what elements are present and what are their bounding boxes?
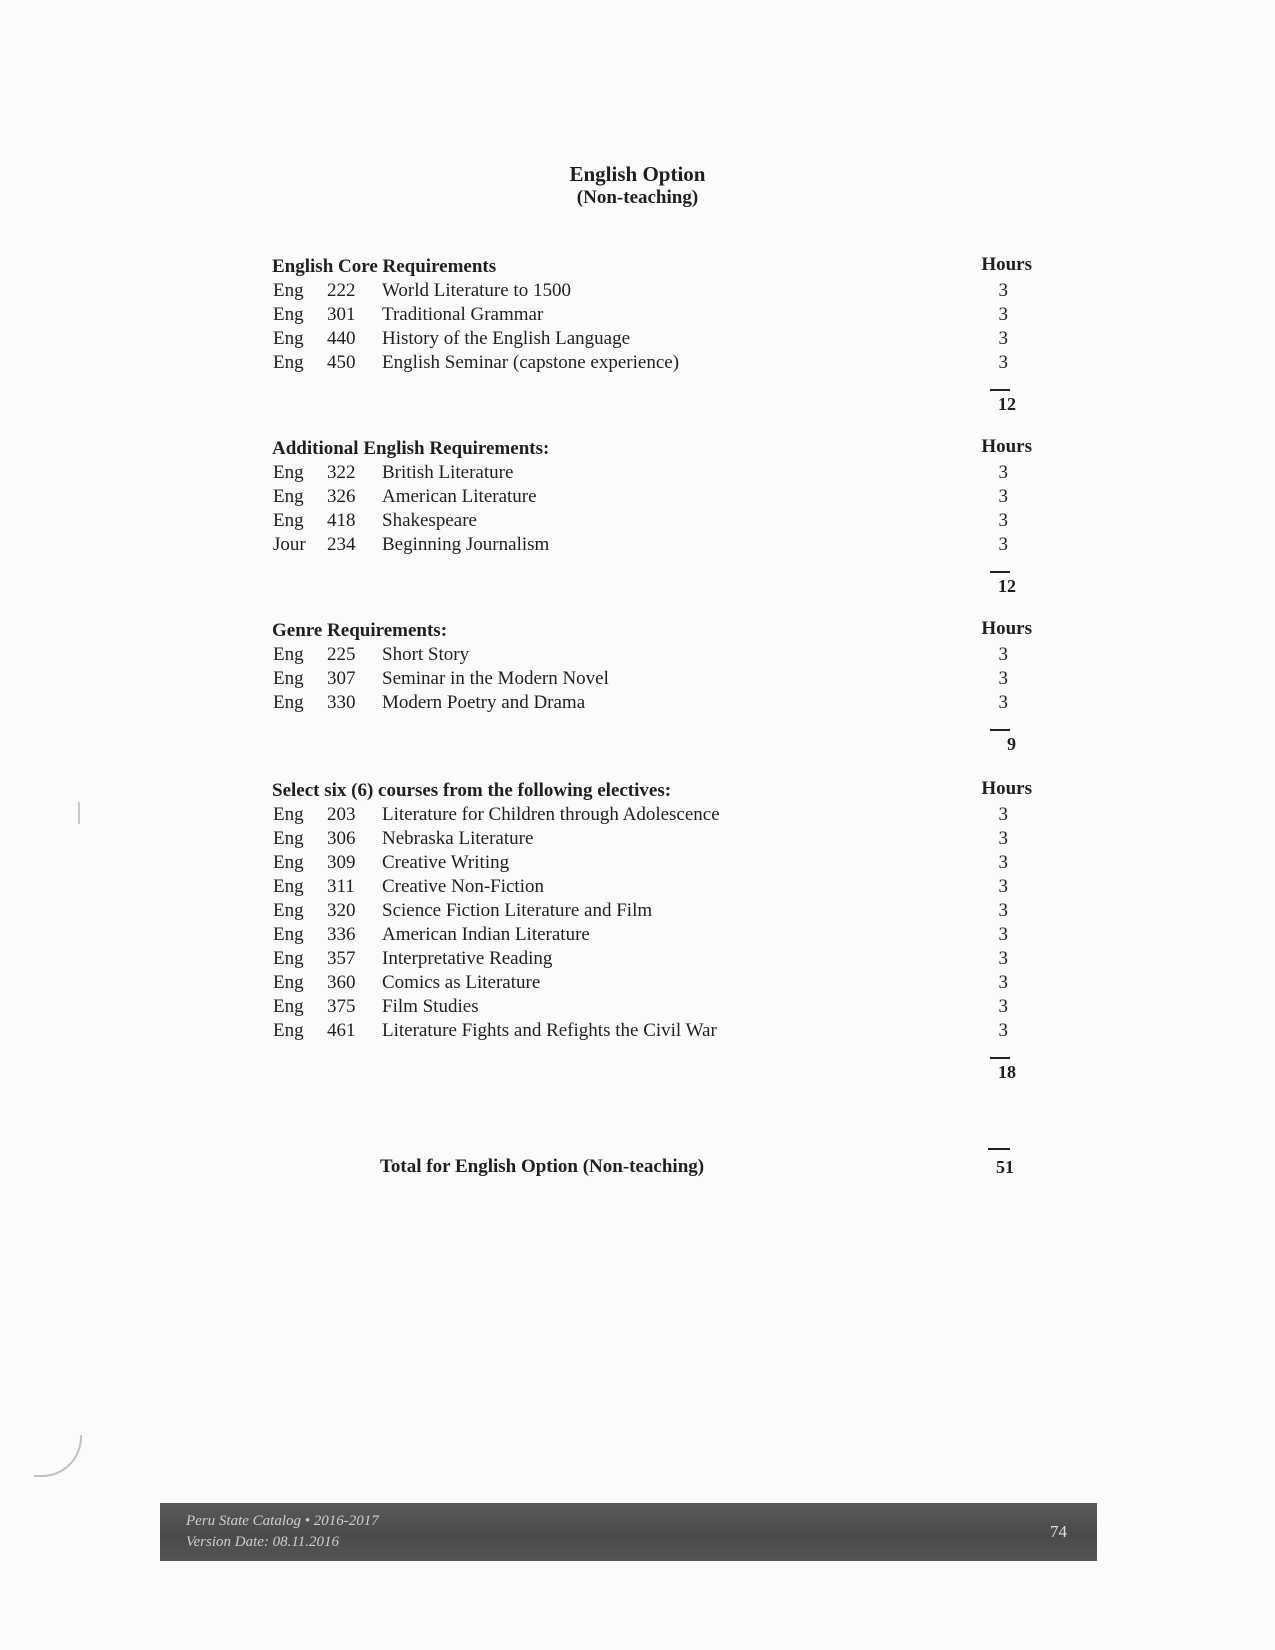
footer-version: Version Date: 08.11.2016 — [186, 1534, 340, 1550]
course-dept: Eng — [273, 510, 304, 531]
course-dept: Eng — [273, 972, 304, 993]
course-name: Film Studies — [382, 996, 479, 1017]
course-dept: Eng — [273, 304, 304, 325]
course-row — [272, 667, 1032, 691]
course-name: English Seminar (capstone experience) — [382, 352, 680, 373]
section-total-hours: 12 — [998, 576, 1016, 596]
requirement-section — [272, 255, 1032, 415]
course-name: Seminar in the Modern Novel — [382, 668, 609, 689]
section-heading: Additional English Requirements: — [272, 438, 550, 459]
course-number: 306 — [327, 828, 356, 849]
course-dept: Eng — [273, 1020, 304, 1041]
course-name: History of the English Language — [382, 328, 631, 349]
course-name: Creative Non-Fiction — [382, 876, 544, 897]
course-number: 322 — [327, 462, 356, 483]
grand-total-value: 51 — [996, 1157, 1014, 1177]
section-heading: Genre Requirements: — [272, 620, 448, 641]
section-heading: Select six (6) courses from the following electives: — [272, 780, 672, 801]
course-row — [272, 971, 1032, 995]
course-dept: Eng — [273, 692, 304, 713]
course-name: Science Fiction Literature and Film — [382, 900, 653, 921]
course-number: 301 — [327, 304, 356, 325]
section-total-hours: 12 — [998, 394, 1016, 414]
course-row — [272, 327, 1032, 351]
course-name: American Literature — [382, 486, 537, 507]
course-row — [272, 279, 1032, 303]
course-hours: 3 — [998, 510, 1008, 531]
course-row — [272, 995, 1032, 1019]
course-dept: Eng — [273, 328, 304, 349]
course-hours: 3 — [998, 486, 1008, 507]
section-header — [272, 779, 1032, 803]
course-hours: 3 — [998, 1020, 1008, 1041]
section-heading: English Core Requirements — [272, 256, 497, 277]
course-dept: Eng — [273, 852, 304, 873]
course-number: 203 — [327, 804, 356, 825]
course-number: 311 — [327, 876, 355, 897]
course-name: Beginning Journalism — [382, 534, 550, 555]
hours-column-label: Hours — [981, 254, 1032, 275]
course-hours: 3 — [998, 852, 1008, 873]
section-total — [272, 557, 1032, 597]
page-title: English Option — [569, 162, 706, 186]
course-number: 222 — [327, 280, 356, 301]
course-number: 440 — [327, 328, 356, 349]
scan-artifact — [34, 1435, 82, 1477]
hours-column-label: Hours — [981, 618, 1032, 639]
course-hours: 3 — [998, 900, 1008, 921]
course-hours: 3 — [998, 876, 1008, 897]
course-name: Creative Writing — [382, 852, 510, 873]
course-row — [272, 827, 1032, 851]
course-dept: Eng — [273, 900, 304, 921]
course-name: Literature Fights and Refights the Civil War — [382, 1020, 717, 1041]
course-hours: 3 — [998, 352, 1008, 373]
course-dept: Jour — [273, 534, 306, 555]
course-row — [272, 947, 1032, 971]
footer-catalog: Peru State Catalog • 2016-2017 — [186, 1513, 379, 1529]
course-number: 234 — [327, 534, 356, 555]
section-header — [272, 437, 1032, 461]
course-number: 225 — [327, 644, 356, 665]
course-row — [272, 533, 1032, 557]
section-total-hours: 9 — [1007, 734, 1016, 754]
course-hours: 3 — [998, 280, 1008, 301]
course-name: Comics as Literature — [382, 972, 541, 993]
course-hours: 3 — [998, 692, 1008, 713]
course-row — [272, 351, 1032, 375]
section-total — [272, 1043, 1032, 1083]
course-hours: 3 — [998, 972, 1008, 993]
page-number: 74 — [1050, 1522, 1067, 1541]
course-dept: Eng — [273, 668, 304, 689]
course-row — [272, 303, 1032, 327]
course-dept: Eng — [273, 948, 304, 969]
course-number: 418 — [327, 510, 356, 531]
page-subtitle: (Non-teaching) — [576, 187, 699, 208]
course-dept: Eng — [273, 352, 304, 373]
course-name: American Indian Literature — [382, 924, 590, 945]
section-total — [272, 375, 1032, 415]
course-dept: Eng — [273, 996, 304, 1017]
course-hours: 3 — [998, 948, 1008, 969]
course-number: 320 — [327, 900, 356, 921]
course-name: Modern Poetry and Drama — [382, 692, 586, 713]
course-number: 375 — [327, 996, 356, 1017]
grand-total-row — [272, 1148, 1032, 1178]
course-number: 461 — [327, 1020, 356, 1041]
course-number: 360 — [327, 972, 356, 993]
course-dept: Eng — [273, 804, 304, 825]
course-hours: 3 — [998, 534, 1008, 555]
course-row — [272, 509, 1032, 533]
grand-total-rule — [988, 1148, 1010, 1150]
course-hours: 3 — [998, 328, 1008, 349]
course-name: Traditional Grammar — [382, 304, 544, 325]
course-row — [272, 1019, 1032, 1043]
course-dept: Eng — [273, 280, 304, 301]
course-number: 336 — [327, 924, 356, 945]
course-row — [272, 461, 1032, 485]
course-name: Literature for Children through Adolescence — [382, 804, 720, 825]
footer-bar — [160, 1503, 1097, 1561]
course-hours: 3 — [998, 668, 1008, 689]
total-rule — [990, 389, 1010, 391]
requirement-section — [272, 619, 1032, 755]
section-header — [272, 619, 1032, 643]
course-dept: Eng — [273, 462, 304, 483]
section-total-hours: 18 — [998, 1062, 1016, 1082]
course-name: Interpretative Reading — [382, 948, 553, 969]
course-row — [272, 643, 1032, 667]
total-rule — [990, 571, 1010, 573]
course-hours: 3 — [998, 996, 1008, 1017]
course-name: Nebraska Literature — [382, 828, 534, 849]
course-dept: Eng — [273, 876, 304, 897]
grand-total-label: Total for English Option (Non-teaching) — [380, 1156, 705, 1177]
requirement-section — [272, 437, 1032, 597]
total-rule — [990, 1057, 1010, 1059]
course-name: British Literature — [382, 462, 514, 483]
course-name: Shakespeare — [382, 510, 477, 531]
course-number: 450 — [327, 352, 356, 373]
course-row — [272, 899, 1032, 923]
course-name: World Literature to 1500 — [382, 280, 571, 301]
course-hours: 3 — [998, 828, 1008, 849]
course-row — [272, 851, 1032, 875]
course-row — [272, 875, 1032, 899]
scan-artifact — [78, 802, 80, 824]
course-hours: 3 — [998, 804, 1008, 825]
hours-column-label: Hours — [981, 778, 1032, 799]
course-row — [272, 803, 1032, 827]
course-row — [272, 923, 1032, 947]
course-dept: Eng — [273, 828, 304, 849]
course-number: 307 — [327, 668, 356, 689]
course-hours: 3 — [998, 924, 1008, 945]
course-hours: 3 — [998, 304, 1008, 325]
course-number: 309 — [327, 852, 356, 873]
total-rule — [990, 729, 1010, 731]
course-dept: Eng — [273, 924, 304, 945]
course-hours: 3 — [998, 644, 1008, 665]
course-row — [272, 485, 1032, 509]
course-number: 330 — [327, 692, 356, 713]
section-header — [272, 255, 1032, 279]
course-name: Short Story — [382, 644, 470, 665]
requirement-section — [272, 779, 1032, 1083]
hours-column-label: Hours — [981, 436, 1032, 457]
course-number: 357 — [327, 948, 356, 969]
course-row — [272, 691, 1032, 715]
section-total — [272, 715, 1032, 755]
course-dept: Eng — [273, 486, 304, 507]
course-number: 326 — [327, 486, 356, 507]
course-hours: 3 — [998, 462, 1008, 483]
course-dept: Eng — [273, 644, 304, 665]
